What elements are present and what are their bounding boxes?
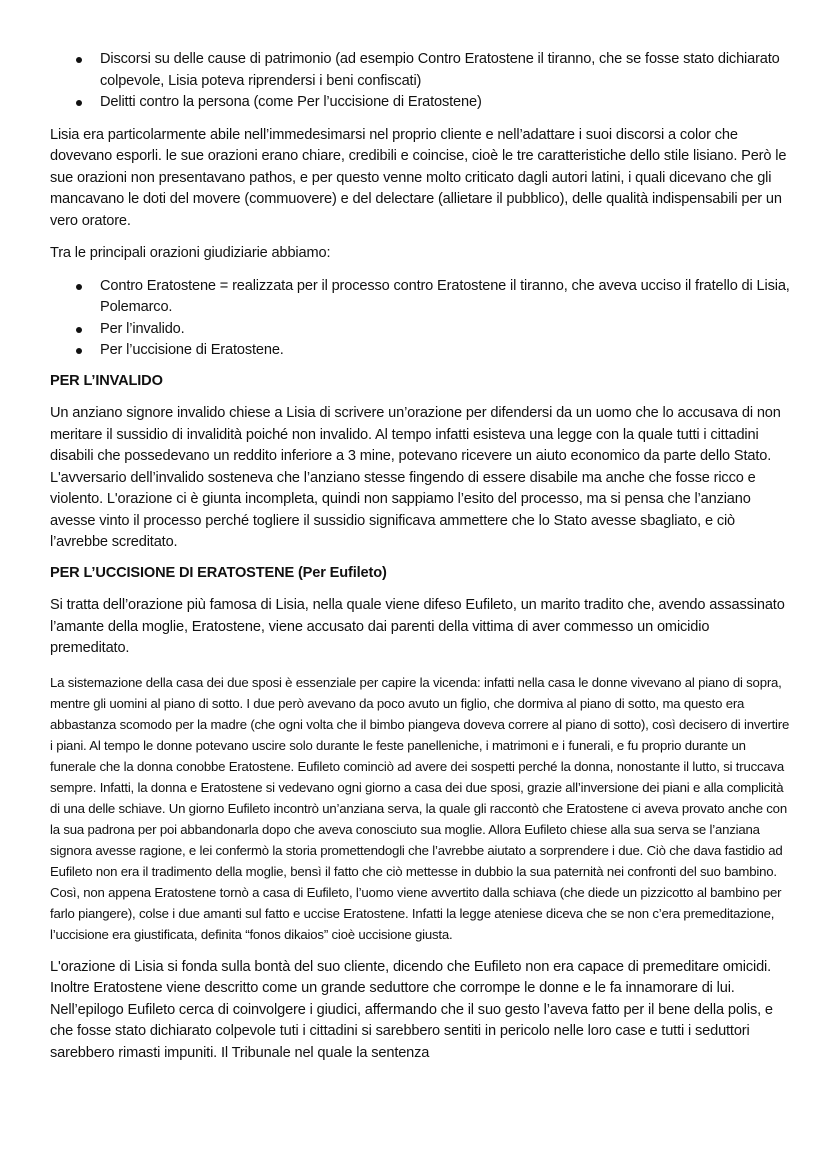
list-item: Contro Eratostene = realizzata per il processo contro Eratostene il tiranno, che aveva ucciso il fratello di Lisia, Polemarco. [50, 276, 790, 319]
heading-per-uccisione: PER L’UCCISIONE DI ERATOSTENE (Per Eufileto) [50, 564, 387, 581]
list-orations [50, 276, 790, 362]
list-speech-types [50, 49, 790, 114]
paragraph-orazione: L'orazione di Lisia si fonda sulla bontà del suo cliente, dicendo che Eufileto non era capace di premeditare omicidi. Inoltre Eratostene viene descritto come un grande seduttore che corrompe le donne e le fa innamorare di lui. Nell’epilogo Eufileto cerca di coinvolgere i giudici, affermando che il suo gesto l’aveva fatto per il bene della polis, e che fosse stato dichiarato colpevole tuti i cittadini si sarebbero sentiti in pericolo nelle loro case e tutti i seduttori sarebbero rimasti impuniti. Il Tribunale nel quale la sentenza [50, 958, 773, 1061]
paragraph-uccisione-intro: Si tratta dell’orazione più famosa di Lisia, nella quale viene difeso Eufileto, un marito tradito che, avendo assassinato l’amante della moglie, Eratostene, viene accusato dai parenti della vittima di aver commesso un omicidio premeditato. [50, 597, 785, 656]
heading-per-invalido: PER L’INVALIDO [50, 372, 163, 389]
paragraph-intro-orations: Tra le principali orazioni giudiziarie abbiamo: [50, 245, 331, 261]
paragraph-style-lisia: Lisia era particolarmente abile nell’immedesimarsi nel proprio cliente e nell’adattare i suoi discorsi a color che dovevano esporli. le sue orazioni erano chiare, credibili e coincise, cioè le tre caratteristiche dello stile lisiano. Però le sue orazioni non presentavano pathos, e per questo venne molto criticato dagli autori latini, i quali dicevano che gli mancavano le doti del movere (commuovere) e del delectare (allietare il pubblico), delle qualità indispensabili per un vero oratore. [50, 126, 787, 229]
list-item: Discorsi su delle cause di patrimonio (ad esempio Contro Eratostene il tiranno, che se fosse stato dichiarato colpevole, Lisia poteva riprendersi i beni confiscati) [50, 49, 790, 92]
paragraph-vicenda: La sistemazione della casa dei due sposi è essenziale per capire la vicenda: infatti nella casa le donne vivevano al piano di sopra, mentre gli uomini al piano di sotto. I due però avevano da poco avuto un figlio, che dormiva al piano di sotto, ma questo era abbastanza scomodo per la madre (che ogni volta che il bimbo piangeva doveva correre al piano di sotto), così decisero di invertire i piani. Al tempo le donne potevano uscire solo durante le feste panelleniche, i matrimoni e i funerali, e fu proprio durante un funerale che la donna conobbe Eratostene. Eufileto cominciò ad avere dei sospetti perché la donna, nonostante il lutto, si truccava sempre. Infatti, la donna e Eratostene si vedevano ogni giorno a casa dei due sposi, grazie all’inversione dei piani e alla complicità di una delle schiave. Un giorno Eufileto incontrò un’anziana serva, la quale gli raccontò che Eratostene ci aveva provato anche con la sua padrona per poi abbandonarla dopo che aveva conosciuto sua moglie. Allora Eufileto chiese alla sua serva se l’anziana signora avesse ragione, e lei confermò la storia promettendogli che l’avrebbe aiutato a sorprendere i due. Ciò che dava fastidio ad Eufileto non era il tradimento della moglie, bensì il fatto che ciò mettesse in dubbio la sua paternità nei confronti del suo bambino. Così, non appena Eratostene tornò a casa di Eufileto, l’uomo viene avvertito dalla schiava (che diede un pizzicotto al bambino per farlo piangere), colse i due amanti sul fatto e uccise Eratostene. Infatti la legge ateniese diceva che se non c’era premeditazione, l’uccisione era giustificata, definita “fonos dikaios” cioè uccisione giusta. [50, 674, 790, 942]
paragraph-invalido: Un anziano signore invalido chiese a Lisia di scrivere un’orazione per difendersi da un uomo che lo accusava di non meritare il sussidio di invalidità poiché non invalido. Al tempo infatti esisteva una legge con la quale tutti i cittadini disabili che possedevano un reddito inferiore a 3 mine, potevano ricevere un aiuto economico da parte dello Stato. L'avversario dell’invalido sosteneva che l’anziano stesse fingendo di essere disabile ma anche che fosse ricco e violento. L'orazione ci è giunta incompleta, quindi non sappiamo l’esito del processo, ma si pensa che l’anziano avesse vinto il processo perché togliere il sussidio significava ammettere che lo Stato avesse sbagliato, e ciò l’avrebbe screditato. [50, 405, 781, 550]
document-body [50, 49, 790, 1064]
list-item: Delitti contro la persona (come Per l’uccisione di Eratostene) [50, 92, 790, 114]
list-item: Per l’invalido. [50, 319, 790, 341]
list-item: Per l’uccisione di Eratostene. [50, 340, 790, 362]
